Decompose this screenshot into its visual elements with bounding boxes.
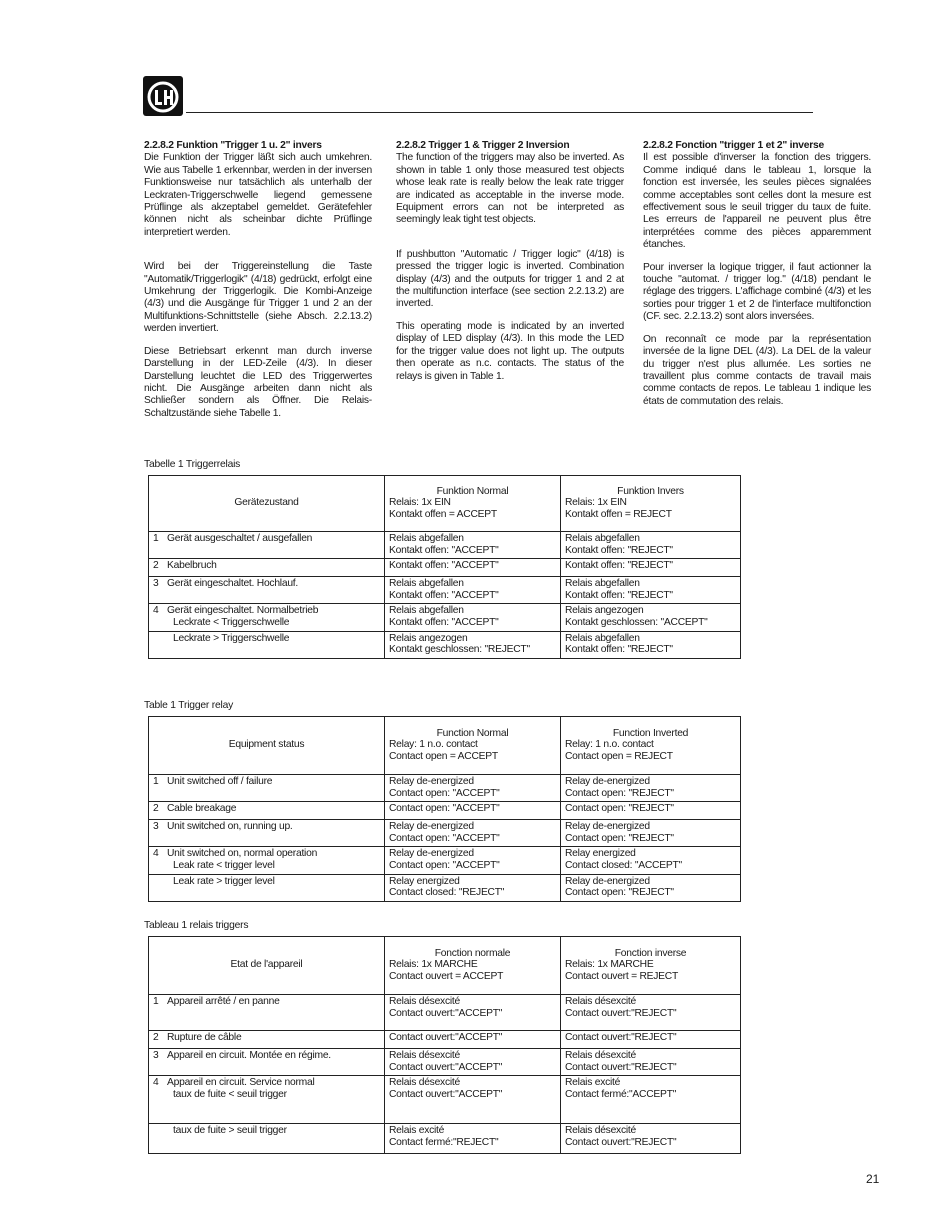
status-text: Unit switched on, normal operation [167,848,318,860]
cell-line: Relais désexcité [389,996,460,1007]
status-text: Appareil en circuit. Service normal [167,1077,315,1089]
paragraph-fr-2: Pour inverser la logique trigger, il faut actionner la touche "automat. / trigger log." (4/18) pendant le réglage des triggers. L'affichage combiné (4/3) et les sorties pour trigger 1 et 2 de l'interface multifonction (CF. sec. 2.2.13.2) sont alors inversées. [643,261,871,323]
row-number: 3 [153,578,159,590]
section-heading-de: 2.2.8.2 Funktion "Trigger 1 u. 2" invers [144,140,322,151]
section-heading-fr: 2.2.8.2 Fonction "trigger 1 et 2" inverse [643,140,824,151]
paragraph-de-3: Diese Betriebsart erkennt man durch inverse Darstellung in der LED-Zeile (4/3). In dieser Darstellung leuchtet die LED des Triggerwertes nicht. Die Ausgänge arbeiten dann nicht als Schließer sondern als Öffner. Die Relais-Schaltzustände siehe Tabelle 1. [144,345,372,419]
row-status [149,775,385,802]
row-inverse [561,820,741,847]
status-text: Leak rate > trigger level [173,875,275,887]
column-english [396,140,624,383]
row-status [149,1031,385,1049]
row-status [149,820,385,847]
header-status: Gerätezustand [149,476,385,532]
table-row [149,631,741,658]
cell-line: Contact ouvert:"ACCEPT" [389,1088,503,1100]
status-text: Leckrate < Triggerschwelle [173,616,290,628]
status-text: Unit switched off / failure [167,776,273,787]
row-inverse [561,874,741,901]
cell-line: Relais angezogen [565,605,644,617]
row-status [149,802,385,820]
column-german [144,140,372,420]
table-caption-fr: Tableau 1 relais triggers [144,920,249,931]
cell-line: Relais désexcité [389,1077,460,1089]
table-header-row [149,937,741,995]
header-inverse-line: Relais: 1x EIN [565,497,627,509]
cell-line: Contact ouvert:"REJECT" [565,1032,677,1043]
cell-line: Kontakt offen: "ACCEPT" [389,589,499,601]
cell-line: Contact open: "REJECT" [565,803,674,815]
cell-line: Contact closed: "ACCEPT" [565,859,682,871]
row-number: 4 [153,605,159,617]
row-inverse [561,802,741,820]
header-normal-line: Contact ouvert = ACCEPT [389,970,504,982]
row-number: 2 [153,560,159,572]
row-number: 3 [153,1050,159,1061]
row-inverse [561,604,741,631]
header-rule [186,112,813,113]
header-inverse-line: Funktion Invers [617,485,684,497]
status-text: Gerät eingeschaltet. Normalbetrieb [167,605,319,617]
cell-line: Relais abgefallen [565,533,640,544]
row-number: 2 [153,1032,159,1043]
header-inverse-line: Contact open = REJECT [565,750,673,762]
cell-line: Relais angezogen [389,632,468,644]
paragraph-en-1: The function of the triggers may also be inverted. As shown in table 1 only those measured test objects whose leak rate is really below the leak rate trigger are indicated as acceptable in the inverse mode. Equipment errors can not be interpreted as seemingly leak tight test objects. [396,152,624,226]
cell-line: Relais désexcité [565,1125,636,1137]
cell-line: Relay de-energized [389,821,474,833]
row-status [149,1049,385,1076]
status-text: Unit switched on, running up. [167,821,293,833]
cell-line: Relais abgefallen [565,578,640,590]
cell-line: Relay de-energized [389,776,474,787]
table-caption-de: Tabelle 1 Triggerrelais [144,459,241,470]
row-status [149,604,385,631]
cell-line: Kontakt offen: "ACCEPT" [389,616,499,628]
table-header-row [149,717,741,775]
column-french [643,140,871,408]
cell-line: Kontakt offen: "ACCEPT" [389,544,499,556]
table-row [149,1124,741,1154]
row-normal [385,847,561,874]
cell-line: Relais excité [389,1125,445,1137]
cell-line: Kontakt offen: "REJECT" [565,589,673,601]
cell-line: Contact ouvert:"REJECT" [565,1136,677,1148]
row-status [149,1076,385,1124]
row-status [149,1124,385,1154]
cell-line: Relay de-energized [389,848,474,860]
row-status [149,559,385,577]
cell-line: Kontakt offen: "REJECT" [565,544,673,556]
cell-line: Contact fermé:"ACCEPT" [565,1088,677,1100]
row-status [149,532,385,559]
table-row [149,775,741,802]
paragraph-fr-3: On reconnaît ce mode par la représentation inversée de la ligne DEL (4/3). La DEL de la valeur du trigger n'est plus allumée. Les sorties ne travaillent plus comme contacts de travail mais comme contacts de repos. Le tableau 1 indique les états de commutation des relais. [643,333,871,407]
relay-table-de [148,475,741,659]
table-row [149,1076,741,1124]
row-normal [385,775,561,802]
row-inverse [561,1076,741,1124]
cell-line: Kontakt offen: "ACCEPT" [389,560,499,572]
cell-line: Contact ouvert:"ACCEPT" [389,1007,503,1019]
cell-line: Relais abgefallen [389,578,464,590]
header-inverse-line: Fonction inverse [614,947,687,959]
row-inverse [561,532,741,559]
row-normal [385,631,561,658]
cell-line: Kontakt offen: "REJECT" [565,560,673,572]
row-number: 3 [153,821,159,833]
cell-line: Relais abgefallen [389,605,464,617]
table-row [149,995,741,1031]
row-normal [385,874,561,901]
table-row [149,559,741,577]
paragraph-de-2: Wird bei der Triggereinstellung die Taste "Automatik/Triggerlogik" (4/18) gedrückt, erfolgt eine Umkehrung der Triggerlogik. Die Kombi-Anzeige (4/3) und die Ausgänge für Trigger 1 und 2 an der Multifunktions-Schnittstelle (siehe Absch. 2.2.13.2) werden invertiert. [144,261,372,335]
row-normal [385,995,561,1031]
row-number: 4 [153,848,159,860]
header-inverse [561,937,741,995]
header-normal-line: Function Normal [436,727,509,739]
header-normal [385,937,561,995]
cell-line: Contact ouvert:"REJECT" [565,1007,677,1019]
cell-line: Contact closed: "REJECT" [389,887,505,899]
row-status [149,577,385,604]
row-inverse [561,775,741,802]
table-caption-en: Table 1 Trigger relay [144,700,234,711]
table-header-row [149,476,741,532]
cell-line: Contact ouvert:"ACCEPT" [389,1061,503,1073]
row-inverse [561,577,741,604]
cell-line: Contact open: "ACCEPT" [389,787,500,799]
row-inverse [561,1031,741,1049]
cell-line: Contact open: "REJECT" [565,887,674,899]
cell-line: Relais désexcité [389,1050,460,1061]
header-inverse [561,476,741,532]
table-row [149,1031,741,1049]
relay-table-fr [148,936,741,1154]
cell-line: Contact fermé:"REJECT" [389,1136,499,1148]
paragraph-en-3: This operating mode is indicated by an inverted display of LED display (4/3). In this mode the LED for the trigger value does not light up. The outputs then operate as n.c. contacts. The status of the relays is given in Table 1. [396,320,624,382]
section-heading-en: 2.2.8.2 Trigger 1 & Trigger 2 Inversion [396,140,570,151]
company-logo [143,76,183,116]
table-row [149,802,741,820]
header-normal-line: Kontakt offen = ACCEPT [389,508,497,520]
row-status [149,995,385,1031]
row-normal [385,802,561,820]
status-text: Gerät ausgeschaltet / ausgefallen [167,533,313,544]
row-status [149,631,385,658]
header-normal-line: Contact open = ACCEPT [389,750,498,762]
lh-logo-icon [143,76,183,116]
row-status [149,847,385,874]
cell-line: Relay de-energized [565,821,650,833]
row-inverse [561,1049,741,1076]
row-inverse [561,995,741,1031]
status-text: Rupture de câble [167,1032,242,1043]
paragraph-en-2: If pushbutton "Automatic / Trigger logic" (4/18) is pressed the trigger logic is inverted. Combination display (4/3) and the outputs for trigger 1 and 2 at the multifunction interface (see section 2.2.13.2) are inverted. [396,248,624,310]
row-number: 1 [153,776,159,787]
header-normal-line: Fonction normale [434,947,511,959]
cell-line: Contact ouvert:"ACCEPT" [389,1032,503,1043]
row-number: 2 [153,803,159,815]
status-text: taux de fuite > seuil trigger [173,1125,287,1137]
cell-line: Relay de-energized [565,875,650,887]
header-inverse-line: Kontakt offen = REJECT [565,508,672,520]
status-text: Appareil arrêté / en panne [167,996,280,1007]
cell-line: Contact open: "REJECT" [565,787,674,799]
cell-line: Relay de-energized [565,776,650,787]
cell-line: Contact open: "ACCEPT" [389,859,500,871]
cell-line: Relais abgefallen [565,632,640,644]
row-inverse [561,631,741,658]
table-row [149,874,741,901]
relay-table-en [148,716,741,902]
header-inverse-line: Relais: 1x MARCHE [565,959,654,971]
cell-line: Relais désexcité [565,996,636,1007]
cell-line: Relais abgefallen [389,533,464,544]
header-inverse-line: Function Inverted [612,727,689,739]
cell-line: Relais excité [565,1077,621,1089]
row-normal [385,559,561,577]
row-normal [385,1124,561,1154]
row-normal [385,820,561,847]
row-normal [385,1049,561,1076]
row-inverse [561,559,741,577]
cell-line: Kontakt geschlossen: "ACCEPT" [565,616,708,628]
cell-line: Kontakt offen: "REJECT" [565,644,673,656]
row-number: 1 [153,533,159,544]
status-text: Appareil en circuit. Montée en régime. [167,1050,331,1061]
status-text: Cable breakage [167,803,237,815]
paragraph-fr-1: Il est possible d'inverser la fonction des triggers. Comme indiqué dans le tableau 1, lorsque la fonction est inversée, les seules pièces signalées comme acceptables sont celles dont la mesure est effectivement sous le seuil trigger du taux de fuite. Les erreurs de l'appareil ne peuvent plus être interprétées comme des pièces apparemment étanches. [643,152,871,251]
header-inverse-line: Contact ouvert = REJECT [565,970,678,982]
header-status: Etat de l'appareil [149,937,385,995]
cell-line: Contact open: "ACCEPT" [389,832,500,844]
status-text: Kabelbruch [167,560,217,572]
row-number: 4 [153,1077,159,1089]
header-status: Equipment status [149,717,385,775]
table-row [149,1049,741,1076]
header-inverse-line: Relay: 1 n.o. contact [565,739,654,751]
table-row [149,847,741,874]
cell-line: Contact ouvert:"REJECT" [565,1061,677,1073]
cell-line: Relay energized [389,875,460,887]
status-text: Leak rate < trigger level [173,859,275,871]
header-normal [385,476,561,532]
row-normal [385,577,561,604]
header-normal [385,717,561,775]
cell-line: Kontakt geschlossen: "REJECT" [389,644,530,656]
row-normal [385,1031,561,1049]
row-number: 1 [153,996,159,1007]
header-normal-line: Relay: 1 n.o. contact [389,739,478,751]
paragraph-de-1: Die Funktion der Trigger läßt sich auch umkehren. Wie aus Tabelle 1 erkennbar, werden in der inversen Funktionsweise nur tatsächlich als unterhalb der Leckraten-Triggerschwelle liegend gemessene Prüflinge als akzeptabel gemeldet. Gerätefehler können nicht als scheinbar dichte Prüflinge interpretiert werden. [144,152,372,238]
row-normal [385,532,561,559]
table-row [149,604,741,631]
row-status [149,874,385,901]
table-row [149,577,741,604]
row-inverse [561,847,741,874]
page-number: 21 [866,1172,880,1186]
row-normal [385,604,561,631]
status-text: Leckrate > Triggerschwelle [173,632,290,644]
cell-line: Relais désexcité [565,1050,636,1061]
cell-line: Relay energized [565,848,636,860]
header-normal-line: Relais: 1x MARCHE [389,959,478,971]
header-inverse [561,717,741,775]
cell-line: Contact open: "REJECT" [565,832,674,844]
status-text: taux de fuite < seuil trigger [173,1088,287,1100]
cell-line: Contact open: "ACCEPT" [389,803,500,815]
status-text: Gerät eingeschaltet. Hochlauf. [167,578,299,590]
row-normal [385,1076,561,1124]
table-row [149,820,741,847]
table-row [149,532,741,559]
header-normal-line: Relais: 1x EIN [389,497,451,509]
row-inverse [561,1124,741,1154]
header-normal-line: Funktion Normal [436,485,509,497]
